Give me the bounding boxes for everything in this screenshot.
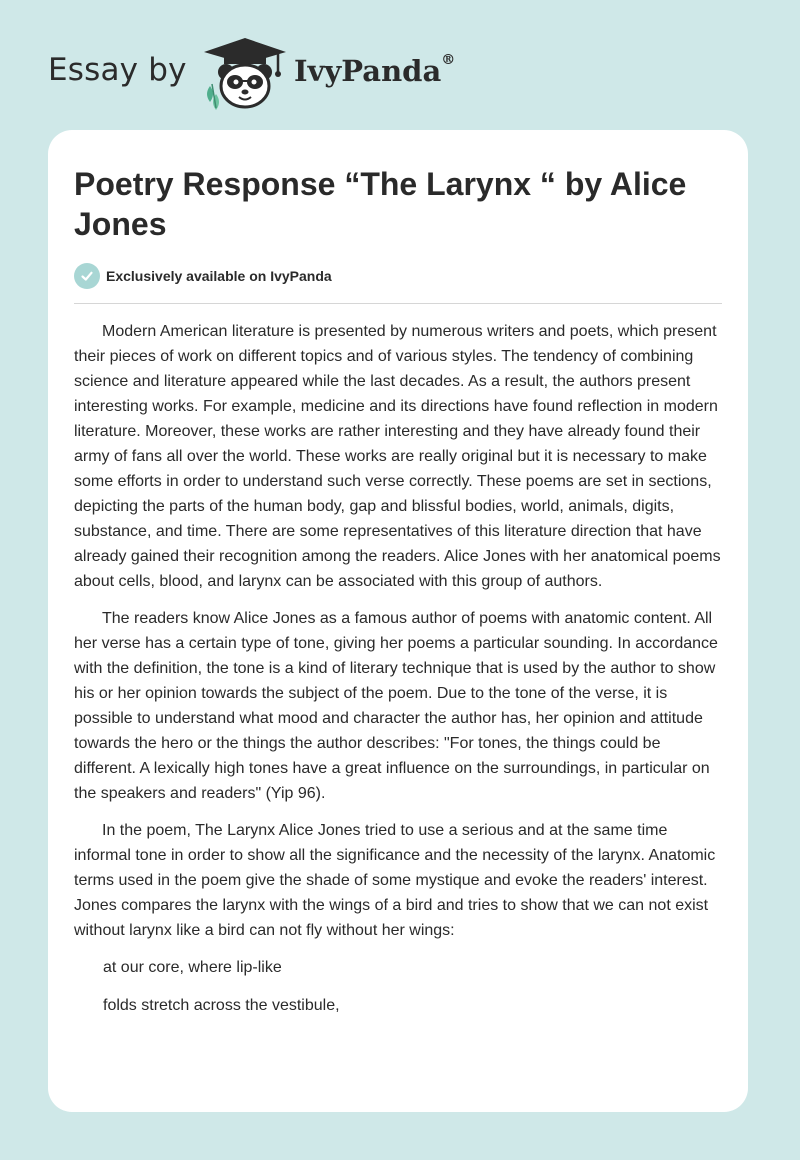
check-circle-icon (74, 263, 100, 289)
essay-body (74, 319, 724, 1031)
paragraph: The readers know Alice Jones as a famous author of poems with anatomic content. All her verse has a certain type of tone, giving her poems a particular sounding. In accordance with the definition, the tone is a kind of literary technique that is used by the author to show his or her opinion towards the subject of the poem. Due to the tone of the verse, it is possible to understand what mood and character the author has, her opinion and attitude towards the hero or the things the author describes: "For tones, the things could be different. A lexically high tones have a great influence on the surroundings, in particular on the speakers and readers" (Yip 96). (74, 610, 718, 802)
brand-name[interactable]: IvyPanda® (294, 52, 456, 88)
divider (74, 303, 722, 304)
exclusive-label: Exclusively available on IvyPanda (106, 268, 332, 284)
paragraph: In the poem, The Larynx Alice Jones tried to use a serious and at the same time informal tone in order to show all the significance and the necessity of the larynx. Anatomic terms used in the poem give the shade of some mystique and evoke the readers' interest. Jones compares the larynx with the wings of a bird and tries to show that we can not exist without larynx like a bird can not fly without her wings: (74, 822, 716, 939)
essay-title: Poetry Response “The Larynx “ by Alice Jones (74, 166, 687, 242)
exclusive-badge (74, 263, 332, 289)
site-header (48, 34, 508, 110)
verse-line: at our core, where lip-like (103, 959, 282, 976)
registered-mark: ® (441, 52, 456, 68)
panda-graduate-logo-icon[interactable] (202, 34, 288, 110)
essay-by-label: Essay by (48, 52, 187, 88)
essay-card (48, 130, 748, 1112)
verse-line: folds stretch across the vestibule, (103, 997, 340, 1014)
paragraph: Modern American literature is presented by numerous writers and poets, which present their pieces of work on different topics and of various styles. The tendency of combining science and literature appeared while the last decades. As a result, the authors present interesting works. For example, medicine and its directions have found reflection in modern literature. Moreover, these works are rather interesting and they have already found their army of fans all over the world. These works are really original but it is necessary to make some efforts in order to understand such verse correctly. These poems are set in sections, depicting the parts of the human body, gap and blissful bodies, world, animals, digits, substance, and time. There are some representatives of this literature direction that have already gained their recognition among the readers. Alice Jones with her anatomical poems about cells, blood, and larynx can be associated with this group of authors. (74, 323, 721, 590)
